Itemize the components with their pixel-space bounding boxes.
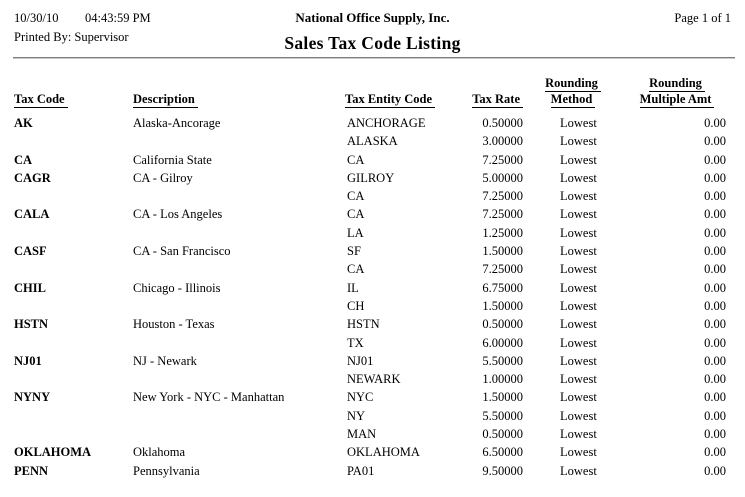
cell-tax-entity-code: IL xyxy=(347,280,359,295)
cell-tax-entity-code: OKLAHOMA xyxy=(347,445,420,460)
cell-tax-code xyxy=(14,132,133,150)
cell-tax-code xyxy=(14,425,133,443)
table-row xyxy=(14,205,731,223)
cell-rounding-multiple-amt: 0.00 xyxy=(704,189,726,204)
cell-rounding-method: Lowest xyxy=(560,335,597,350)
cell-tax-entity-code: TX xyxy=(347,335,364,350)
cell-description: Houston - Texas xyxy=(133,317,215,332)
cell-description: CA - Gilroy xyxy=(133,170,193,185)
cell-tax-rate: 5.50000 xyxy=(482,353,523,368)
cell-tax-code: OKLAHOMA xyxy=(14,445,92,460)
cell-tax-code: CALA xyxy=(14,207,50,222)
cell-tax-entity-code: CH xyxy=(347,298,365,313)
table-row xyxy=(14,114,731,132)
table-row xyxy=(14,279,731,297)
cell-tax-rate: 1.00000 xyxy=(482,372,523,387)
cell-tax-code: CA xyxy=(14,152,33,167)
cell-tax-code: HSTN xyxy=(14,317,49,332)
table-row xyxy=(14,224,731,242)
cell-rounding-method: Lowest xyxy=(560,372,597,387)
table-body xyxy=(14,114,731,480)
cell-tax-entity-code: MAN xyxy=(347,427,377,442)
table-row xyxy=(14,462,731,480)
cell-rounding-multiple-amt: 0.00 xyxy=(704,335,726,350)
cell-description xyxy=(133,334,345,352)
printed-by: Printed By: Supervisor xyxy=(14,30,129,44)
cell-tax-entity-code: CA xyxy=(347,189,365,204)
table-row xyxy=(14,370,731,388)
cell-tax-entity-code: CA xyxy=(347,207,365,222)
table-row xyxy=(14,151,731,169)
cell-rounding-multiple-amt: 0.00 xyxy=(704,298,726,313)
cell-rounding-method: Lowest xyxy=(560,445,597,460)
table-row xyxy=(14,169,731,187)
header-divider xyxy=(13,57,735,59)
cell-tax-entity-code: NJ01 xyxy=(347,353,374,368)
cell-description xyxy=(133,260,345,278)
cell-tax-entity-code: ANCHORAGE xyxy=(347,116,426,130)
table-row xyxy=(14,334,731,352)
table-row xyxy=(14,352,731,370)
cell-rounding-multiple-amt: 0.00 xyxy=(704,134,726,149)
cell-tax-rate: 3.00000 xyxy=(482,134,523,149)
cell-tax-code xyxy=(14,334,133,352)
cell-rounding-multiple-amt: 0.00 xyxy=(704,390,726,405)
cell-tax-rate: 1.25000 xyxy=(482,225,523,240)
cell-tax-rate: 1.50000 xyxy=(482,244,523,259)
table-row xyxy=(14,242,731,260)
cell-tax-rate: 5.00000 xyxy=(482,170,523,185)
cell-tax-rate: 9.50000 xyxy=(482,463,523,478)
cell-rounding-method: Lowest xyxy=(560,427,597,442)
table-row xyxy=(14,315,731,333)
table-row xyxy=(14,260,731,278)
table-row xyxy=(14,297,731,315)
cell-tax-rate: 6.00000 xyxy=(482,335,523,350)
cell-tax-code: NYNY xyxy=(14,390,51,405)
cell-tax-code: AK xyxy=(14,116,33,130)
cell-tax-entity-code: HSTN xyxy=(347,317,380,332)
cell-description: California State xyxy=(133,152,212,167)
cell-rounding-method: Lowest xyxy=(560,170,597,185)
cell-tax-entity-code: NEWARK xyxy=(347,372,401,387)
cell-rounding-multiple-amt: 0.00 xyxy=(704,280,726,295)
cell-description xyxy=(133,224,345,242)
cell-tax-rate: 1.50000 xyxy=(482,298,523,313)
cell-description xyxy=(133,407,345,425)
cell-tax-code xyxy=(14,187,133,205)
cell-rounding-method: Lowest xyxy=(560,262,597,277)
table-row xyxy=(14,187,731,205)
column-header-tax-entity-code: Tax Entity Code xyxy=(345,92,442,108)
report-date: 10/30/10 xyxy=(14,11,59,25)
cell-tax-code: PENN xyxy=(14,463,49,478)
cell-tax-code: CASF xyxy=(14,244,47,259)
cell-tax-rate: 6.75000 xyxy=(482,280,523,295)
cell-description xyxy=(133,370,345,388)
cell-rounding-method: Lowest xyxy=(560,463,597,478)
cell-description: CA - Los Angeles xyxy=(133,207,223,222)
cell-tax-rate: 7.25000 xyxy=(482,262,523,277)
cell-rounding-method: Lowest xyxy=(560,317,597,332)
report-title: Sales Tax Code Listing xyxy=(284,33,461,53)
cell-description: New York - NYC - Manhattan xyxy=(133,390,285,405)
table-row xyxy=(14,425,731,443)
cell-description: Pennsylvania xyxy=(133,463,200,478)
cell-rounding-method: Lowest xyxy=(560,298,597,313)
cell-rounding-multiple-amt: 0.00 xyxy=(704,408,726,423)
table-row xyxy=(14,407,731,425)
cell-rounding-multiple-amt: 0.00 xyxy=(704,207,726,222)
table-row xyxy=(14,443,731,461)
cell-tax-rate: 0.50000 xyxy=(482,116,523,130)
cell-rounding-multiple-amt: 0.00 xyxy=(704,116,726,130)
cell-tax-code xyxy=(14,224,133,242)
cell-rounding-multiple-amt: 0.00 xyxy=(704,244,726,259)
column-header-description: Description xyxy=(133,92,345,108)
cell-rounding-method: Lowest xyxy=(560,225,597,240)
cell-rounding-method: Lowest xyxy=(560,280,597,295)
table-row xyxy=(14,388,731,406)
company-name: National Office Supply, Inc. xyxy=(295,10,450,25)
table-header-row xyxy=(14,75,731,108)
cell-description: Oklahoma xyxy=(133,445,186,460)
cell-tax-code xyxy=(14,370,133,388)
cell-tax-entity-code: LA xyxy=(347,225,364,240)
cell-tax-rate: 0.50000 xyxy=(482,317,523,332)
column-header-rounding-method: Rounding Method xyxy=(523,76,623,108)
cell-description xyxy=(133,297,345,315)
page-number: Page 1 of 1 xyxy=(674,11,731,25)
cell-rounding-multiple-amt: 0.00 xyxy=(704,445,726,460)
cell-rounding-multiple-amt: 0.00 xyxy=(704,170,726,185)
column-header-rounding-multiple-amt: Rounding Multiple Amt xyxy=(623,76,731,108)
cell-tax-rate: 5.50000 xyxy=(482,408,523,423)
cell-tax-rate: 7.25000 xyxy=(482,189,523,204)
cell-tax-code xyxy=(14,407,133,425)
cell-tax-code xyxy=(14,297,133,315)
cell-tax-code: CAGR xyxy=(14,170,51,185)
cell-rounding-method: Lowest xyxy=(560,116,597,130)
cell-description: Chicago - Illinois xyxy=(133,280,221,295)
cell-rounding-method: Lowest xyxy=(560,189,597,204)
cell-tax-entity-code: PA01 xyxy=(347,463,375,478)
cell-rounding-multiple-amt: 0.00 xyxy=(704,152,726,167)
cell-description xyxy=(133,425,345,443)
cell-description: Alaska-Ancorage xyxy=(133,116,221,130)
cell-rounding-multiple-amt: 0.00 xyxy=(704,427,726,442)
cell-rounding-method: Lowest xyxy=(560,390,597,405)
cell-rounding-multiple-amt: 0.00 xyxy=(704,317,726,332)
cell-tax-code xyxy=(14,260,133,278)
cell-tax-entity-code: NYC xyxy=(347,390,374,405)
cell-tax-code: NJ01 xyxy=(14,353,42,368)
cell-rounding-method: Lowest xyxy=(560,353,597,368)
cell-rounding-method: Lowest xyxy=(560,152,597,167)
column-header-tax-code: Tax Code xyxy=(14,92,133,108)
cell-rounding-multiple-amt: 0.00 xyxy=(704,463,726,478)
tax-code-table xyxy=(14,75,731,480)
cell-rounding-method: Lowest xyxy=(560,408,597,423)
cell-rounding-multiple-amt: 0.00 xyxy=(704,372,726,387)
cell-rounding-method: Lowest xyxy=(560,244,597,259)
cell-rounding-method: Lowest xyxy=(560,134,597,149)
cell-tax-code: CHIL xyxy=(14,280,46,295)
cell-tax-entity-code: ALASKA xyxy=(347,134,398,149)
cell-tax-entity-code: CA xyxy=(347,152,365,167)
cell-description: NJ - Newark xyxy=(133,353,197,368)
cell-tax-rate: 7.25000 xyxy=(482,152,523,167)
cell-tax-entity-code: CA xyxy=(347,262,365,277)
table-row xyxy=(14,132,731,150)
cell-tax-entity-code: NY xyxy=(347,408,366,423)
cell-rounding-multiple-amt: 0.00 xyxy=(704,353,726,368)
column-header-tax-rate: Tax Rate xyxy=(442,92,523,108)
cell-rounding-multiple-amt: 0.00 xyxy=(704,225,726,240)
cell-tax-rate: 7.25000 xyxy=(482,207,523,222)
cell-tax-entity-code: GILROY xyxy=(347,170,395,185)
report-time: 04:43:59 PM xyxy=(85,11,151,25)
cell-tax-rate: 1.50000 xyxy=(482,390,523,405)
cell-description xyxy=(133,132,345,150)
cell-tax-entity-code: SF xyxy=(347,244,361,259)
cell-tax-rate: 0.50000 xyxy=(482,427,523,442)
cell-rounding-multiple-amt: 0.00 xyxy=(704,262,726,277)
cell-description xyxy=(133,187,345,205)
cell-description: CA - San Francisco xyxy=(133,244,231,259)
cell-rounding-method: Lowest xyxy=(560,207,597,222)
cell-tax-rate: 6.50000 xyxy=(482,445,523,460)
